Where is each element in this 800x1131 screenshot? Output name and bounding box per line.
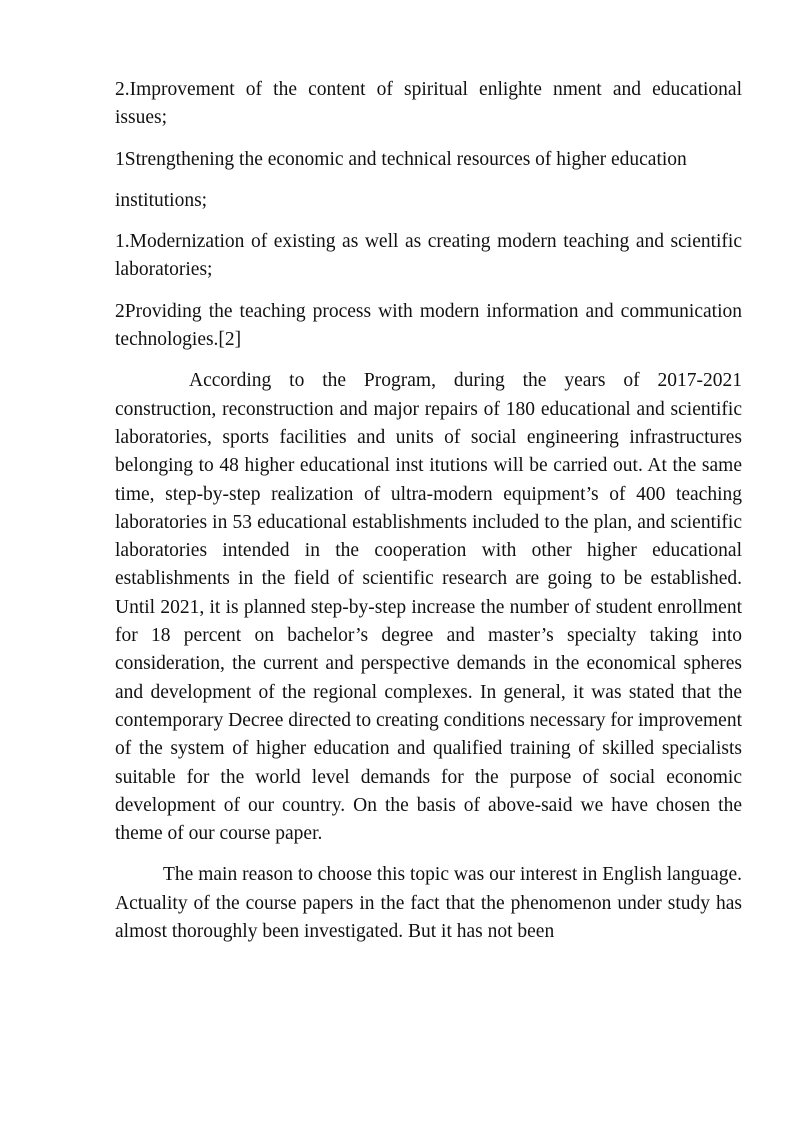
- list-item-providing: 2Providing the teaching process with modern information and communication technologies.[2]: [115, 300, 742, 351]
- list-item-strengthening: 1Strengthening the economic and technical resources of higher education: [115, 148, 687, 170]
- list-item-modernization: 1.Modernization of existing as well as creating modern teaching and scientific laboratories;: [115, 231, 742, 281]
- body-paragraph-program: According to the Program, during the years of 2017-2021 construction, reconstruction and major repairs of 180 educational and scientific laboratories, sports facilities and units of social engineering infrastructures belonging to 48 higher educational inst itutions will be carried out. At the same time, step-by-step realization of ultra-modern equipment’s of 400 teaching laboratories in 53 educational establishments included to the plan, and scientific laboratories intended in the cooperation with other higher educational establishments in the field of scientific research are going to be established. Until 2021, it is planned step-by-step increase the number of student enrollment for 18 percent on bachelor’s degree and master’s specialty taking into consideration, the current and perspective demands in the economical spheres and development of the regional complexes. In general, it was stated that the contemporary Decree directed to creating conditions necessary for improvement of the system of higher education and qualified training of skilled specialists suitable for the world level demands for the purpose of social economic development of our country. On the basis of above-said we have chosen the theme of our course paper.: [115, 370, 742, 845]
- list-item-improvement: 2.Improvement of the content of spiritual enlighte nment and educational issues;: [115, 79, 742, 129]
- body-paragraph-reason: The main reason to choose this topic was our interest in English language. Actuality of the course papers in the fact that the phenomenon under study has almost thoroughly been investigated. But it has not been: [115, 864, 742, 943]
- continuation-line: institutions;: [115, 189, 208, 211]
- page-body: [115, 76, 742, 959]
